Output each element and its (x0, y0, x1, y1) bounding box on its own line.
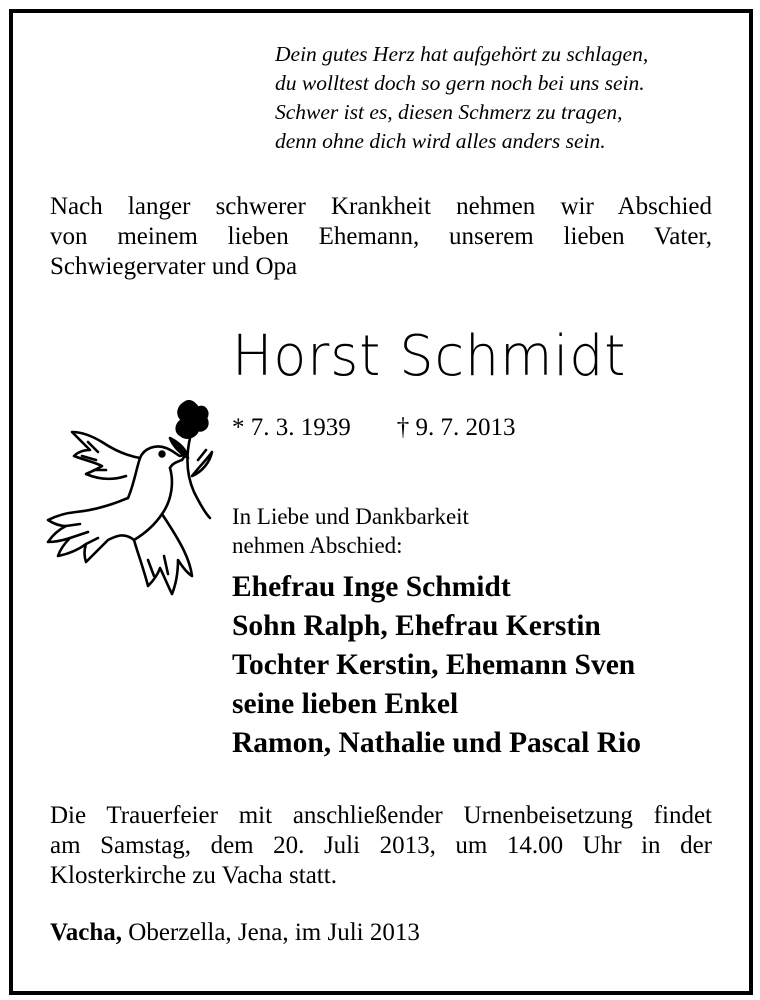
family-line: Ramon, Nathalie und Pascal Rio (232, 727, 641, 759)
birth-date: * 7. 3. 1939 (232, 414, 351, 441)
family-line: Tochter Kerstin, Ehemann Sven (232, 649, 636, 681)
ceremony-line: Die Trauerfeier mit anschließender Urnenbeisetzung findet (50, 802, 712, 829)
family-line: Sohn Ralph, Ehefrau Kerstin (232, 610, 601, 642)
ceremony-line: am Samstag, dem 20. Juli 2013, um 14.00 Uhr in der (50, 832, 712, 859)
dove-with-rose-icon (36, 400, 214, 600)
family-list (232, 568, 641, 763)
poem-line: Schwer ist es, diesen Schmerz zu tragen, (275, 100, 623, 124)
poem (275, 40, 735, 156)
poem-line: Dein gutes Herz hat aufgehört zu schlagen, (275, 42, 649, 66)
place-rest: Oberzella, Jena, im Juli 2013 (122, 919, 420, 946)
intro-text (50, 192, 712, 282)
ceremony-line: Klosterkirche zu Vacha statt. (50, 862, 337, 889)
thanks-line: nehmen Abschied: (232, 533, 403, 558)
family-line: Ehefrau Inge Schmidt (232, 571, 511, 603)
family-line: seine lieben Enkel (232, 688, 459, 720)
life-dates (232, 413, 516, 443)
intro-line: von meinem lieben Ehemann, unserem lieben Vater, (50, 223, 712, 250)
ceremony-text (50, 801, 712, 891)
place-main: Vacha, (50, 919, 123, 946)
place-and-date (50, 918, 420, 948)
thanks-text (232, 502, 469, 560)
death-date: † 9. 7. 2013 (396, 414, 516, 441)
poem-line: du wolltest doch so gern noch bei uns sein. (275, 71, 645, 95)
deceased-name: Horst Schmidt (232, 324, 627, 389)
intro-line: Nach langer schwerer Krankheit nehmen wir Abschied (50, 193, 712, 220)
thanks-line: In Liebe und Dankbarkeit (232, 504, 469, 529)
poem-line: denn ohne dich wird alles anders sein. (275, 129, 606, 153)
intro-line: Schwiegervater und Opa (50, 253, 298, 280)
